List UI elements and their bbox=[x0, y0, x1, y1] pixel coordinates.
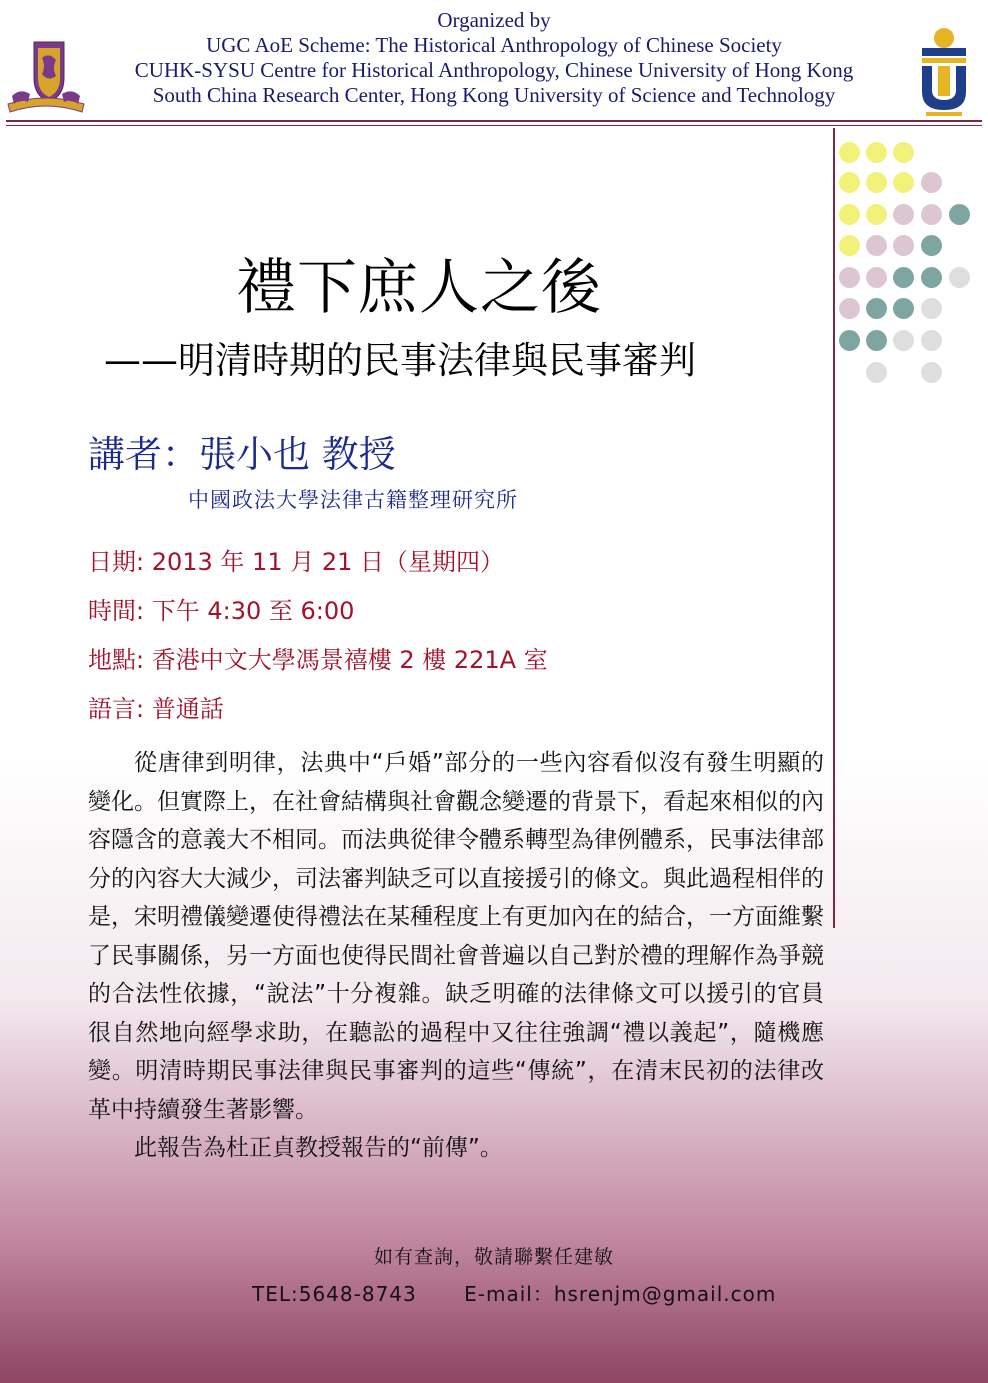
speaker-institution: 中國政法大學法律古籍整理研究所 bbox=[188, 488, 518, 512]
event-date: 日期: 2013 年 11 月 21 日（星期四） bbox=[88, 548, 505, 576]
page-subtitle: ——明清時期的民事法律與民事審判 bbox=[104, 339, 696, 382]
organizer-line-2: CUHK-SYSU Centre for Historical Anthropology, Chinese University of Hong Kong bbox=[134, 58, 854, 82]
dot bbox=[839, 267, 860, 288]
dot bbox=[893, 172, 914, 193]
dot bbox=[921, 172, 942, 193]
dot bbox=[893, 298, 914, 319]
dot bbox=[839, 172, 860, 193]
event-time: 時間: 下午 4:30 至 6:00 bbox=[88, 597, 355, 625]
dot bbox=[893, 235, 914, 256]
dot bbox=[949, 267, 970, 288]
dot bbox=[839, 330, 860, 351]
dot bbox=[866, 172, 887, 193]
dot bbox=[866, 330, 887, 351]
dot bbox=[921, 362, 942, 383]
dot bbox=[839, 204, 860, 225]
organizer-block bbox=[80, 8, 908, 108]
cuhk-crest-logo bbox=[4, 38, 88, 120]
dot bbox=[866, 298, 887, 319]
dot bbox=[866, 142, 887, 163]
dot bbox=[839, 142, 860, 163]
dot bbox=[921, 298, 942, 319]
dot bbox=[866, 204, 887, 225]
dot bbox=[866, 235, 887, 256]
contact-tel: TEL:5648-8743 bbox=[252, 1282, 417, 1306]
organizer-line-1: UGC AoE Scheme: The Historical Anthropology of Chinese Society bbox=[206, 33, 782, 57]
dot bbox=[893, 142, 914, 163]
dot bbox=[921, 235, 942, 256]
dot bbox=[921, 330, 942, 351]
dot bbox=[893, 204, 914, 225]
speaker-line: 講者：張小也 教授 bbox=[88, 433, 396, 476]
organizer-line-3: South China Research Center, Hong Kong University of Science and Technology bbox=[152, 83, 836, 107]
event-venue: 地點: 香港中文大學馮景禧樓 2 樓 221A 室 bbox=[88, 646, 548, 674]
dot bbox=[839, 298, 860, 319]
dot bbox=[921, 267, 942, 288]
vertical-rule bbox=[833, 128, 835, 928]
dot bbox=[866, 362, 887, 383]
dot bbox=[839, 235, 860, 256]
dot bbox=[893, 267, 914, 288]
event-language: 語言: 普通話 bbox=[88, 695, 224, 723]
abstract-paragraph: 從唐律到明律，法典中“戶婚”部分的一些內容看似沒有發生明顯的變化。但實際上，在社會結構與社會觀念變遷的背景下，看起來相似的內容隱含的意義大不相同。而法典從律令體系轉型為律例體系，民事法律部分的內容大大減少，司法審判缺乏可以直接援引的條文。與此過程相伴的是，宋明禮儀變遷使得禮法在某種程度上有更加內在的結合，一方面維繫了民事關係，另一方面也使得民間社會普遍以自己對於禮的理解作為爭競的合法性依據，“說法”十分複雜。缺乏明確的法律條文可以援引的官員很自然地向經學求助，在聽訟的過程中又往往強調“禮以義起”，隨機應變。明清時期民事法律與民事審判的這些“傳統”，在清末民初的法律改革中持續發生著影響。 bbox=[88, 750, 824, 1123]
hkust-logo bbox=[912, 26, 976, 118]
header bbox=[0, 0, 988, 126]
dot bbox=[921, 204, 942, 225]
organized-by-label: Organized by bbox=[437, 8, 551, 32]
dot bbox=[893, 330, 914, 351]
header-rule-thick bbox=[6, 120, 982, 122]
contact-email[interactable]: E-mail：hsrenjm@gmail.com bbox=[464, 1282, 777, 1306]
dot bbox=[949, 204, 970, 225]
contact-details bbox=[252, 1278, 776, 1307]
header-rule-thin bbox=[6, 125, 982, 126]
contact-line: 如有查詢，敬請聯繫任建敏 bbox=[373, 1246, 614, 1268]
decorative-dot-grid bbox=[836, 138, 986, 398]
abstract-note: 此報告為杜正貞教授報告的“前傳”。 bbox=[134, 1135, 503, 1161]
abstract bbox=[88, 744, 824, 1168]
page-title: 禮下庶人之後 bbox=[236, 253, 602, 323]
dot bbox=[866, 267, 887, 288]
